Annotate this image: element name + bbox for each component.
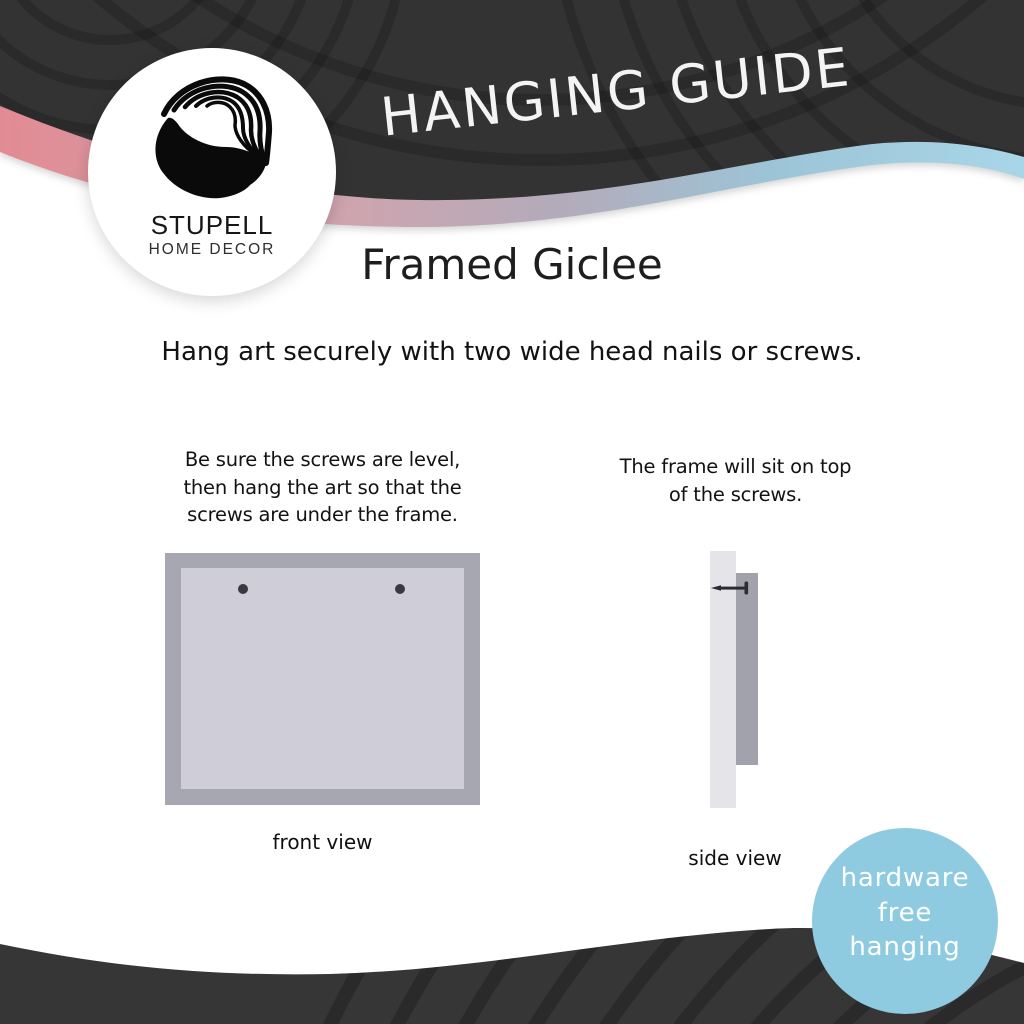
front-view-caption-line: Be sure the screws are level, [184, 448, 461, 471]
side-view-backing-bar [736, 573, 758, 765]
front-view-caption [115, 446, 530, 529]
screw-dot-left [238, 584, 248, 594]
product-title: Framed Giclee [361, 240, 663, 289]
nail-icon [711, 580, 755, 596]
front-view-caption-line: then hang the art so that the [183, 475, 462, 499]
side-view-caption-line: of the screws. [668, 482, 803, 506]
side-view-caption-line: The frame will sit on top [619, 455, 852, 478]
front-view-frame-diagram [165, 553, 480, 805]
brand-name: STUPELL [150, 210, 274, 240]
badge-line: hardware [840, 863, 970, 893]
stupell-s-swoosh-icon [138, 68, 298, 208]
badge-line: free [877, 897, 933, 928]
front-view-artwork-area [181, 568, 464, 789]
hardware-free-badge [812, 828, 998, 1014]
badge-line: hanging [849, 932, 961, 962]
front-view-label: front view [272, 830, 373, 854]
screw-dot-right [395, 584, 405, 594]
page-title: HANGING GUIDE [378, 36, 855, 149]
brand-tagline: HOME DECOR [148, 241, 276, 258]
side-view-label: side view [688, 846, 782, 870]
instruction-text: Hang art securely with two wide head nails or screws. [161, 337, 863, 367]
front-view-caption-line: screws are under the frame. [187, 503, 458, 526]
side-view-caption [563, 453, 908, 508]
